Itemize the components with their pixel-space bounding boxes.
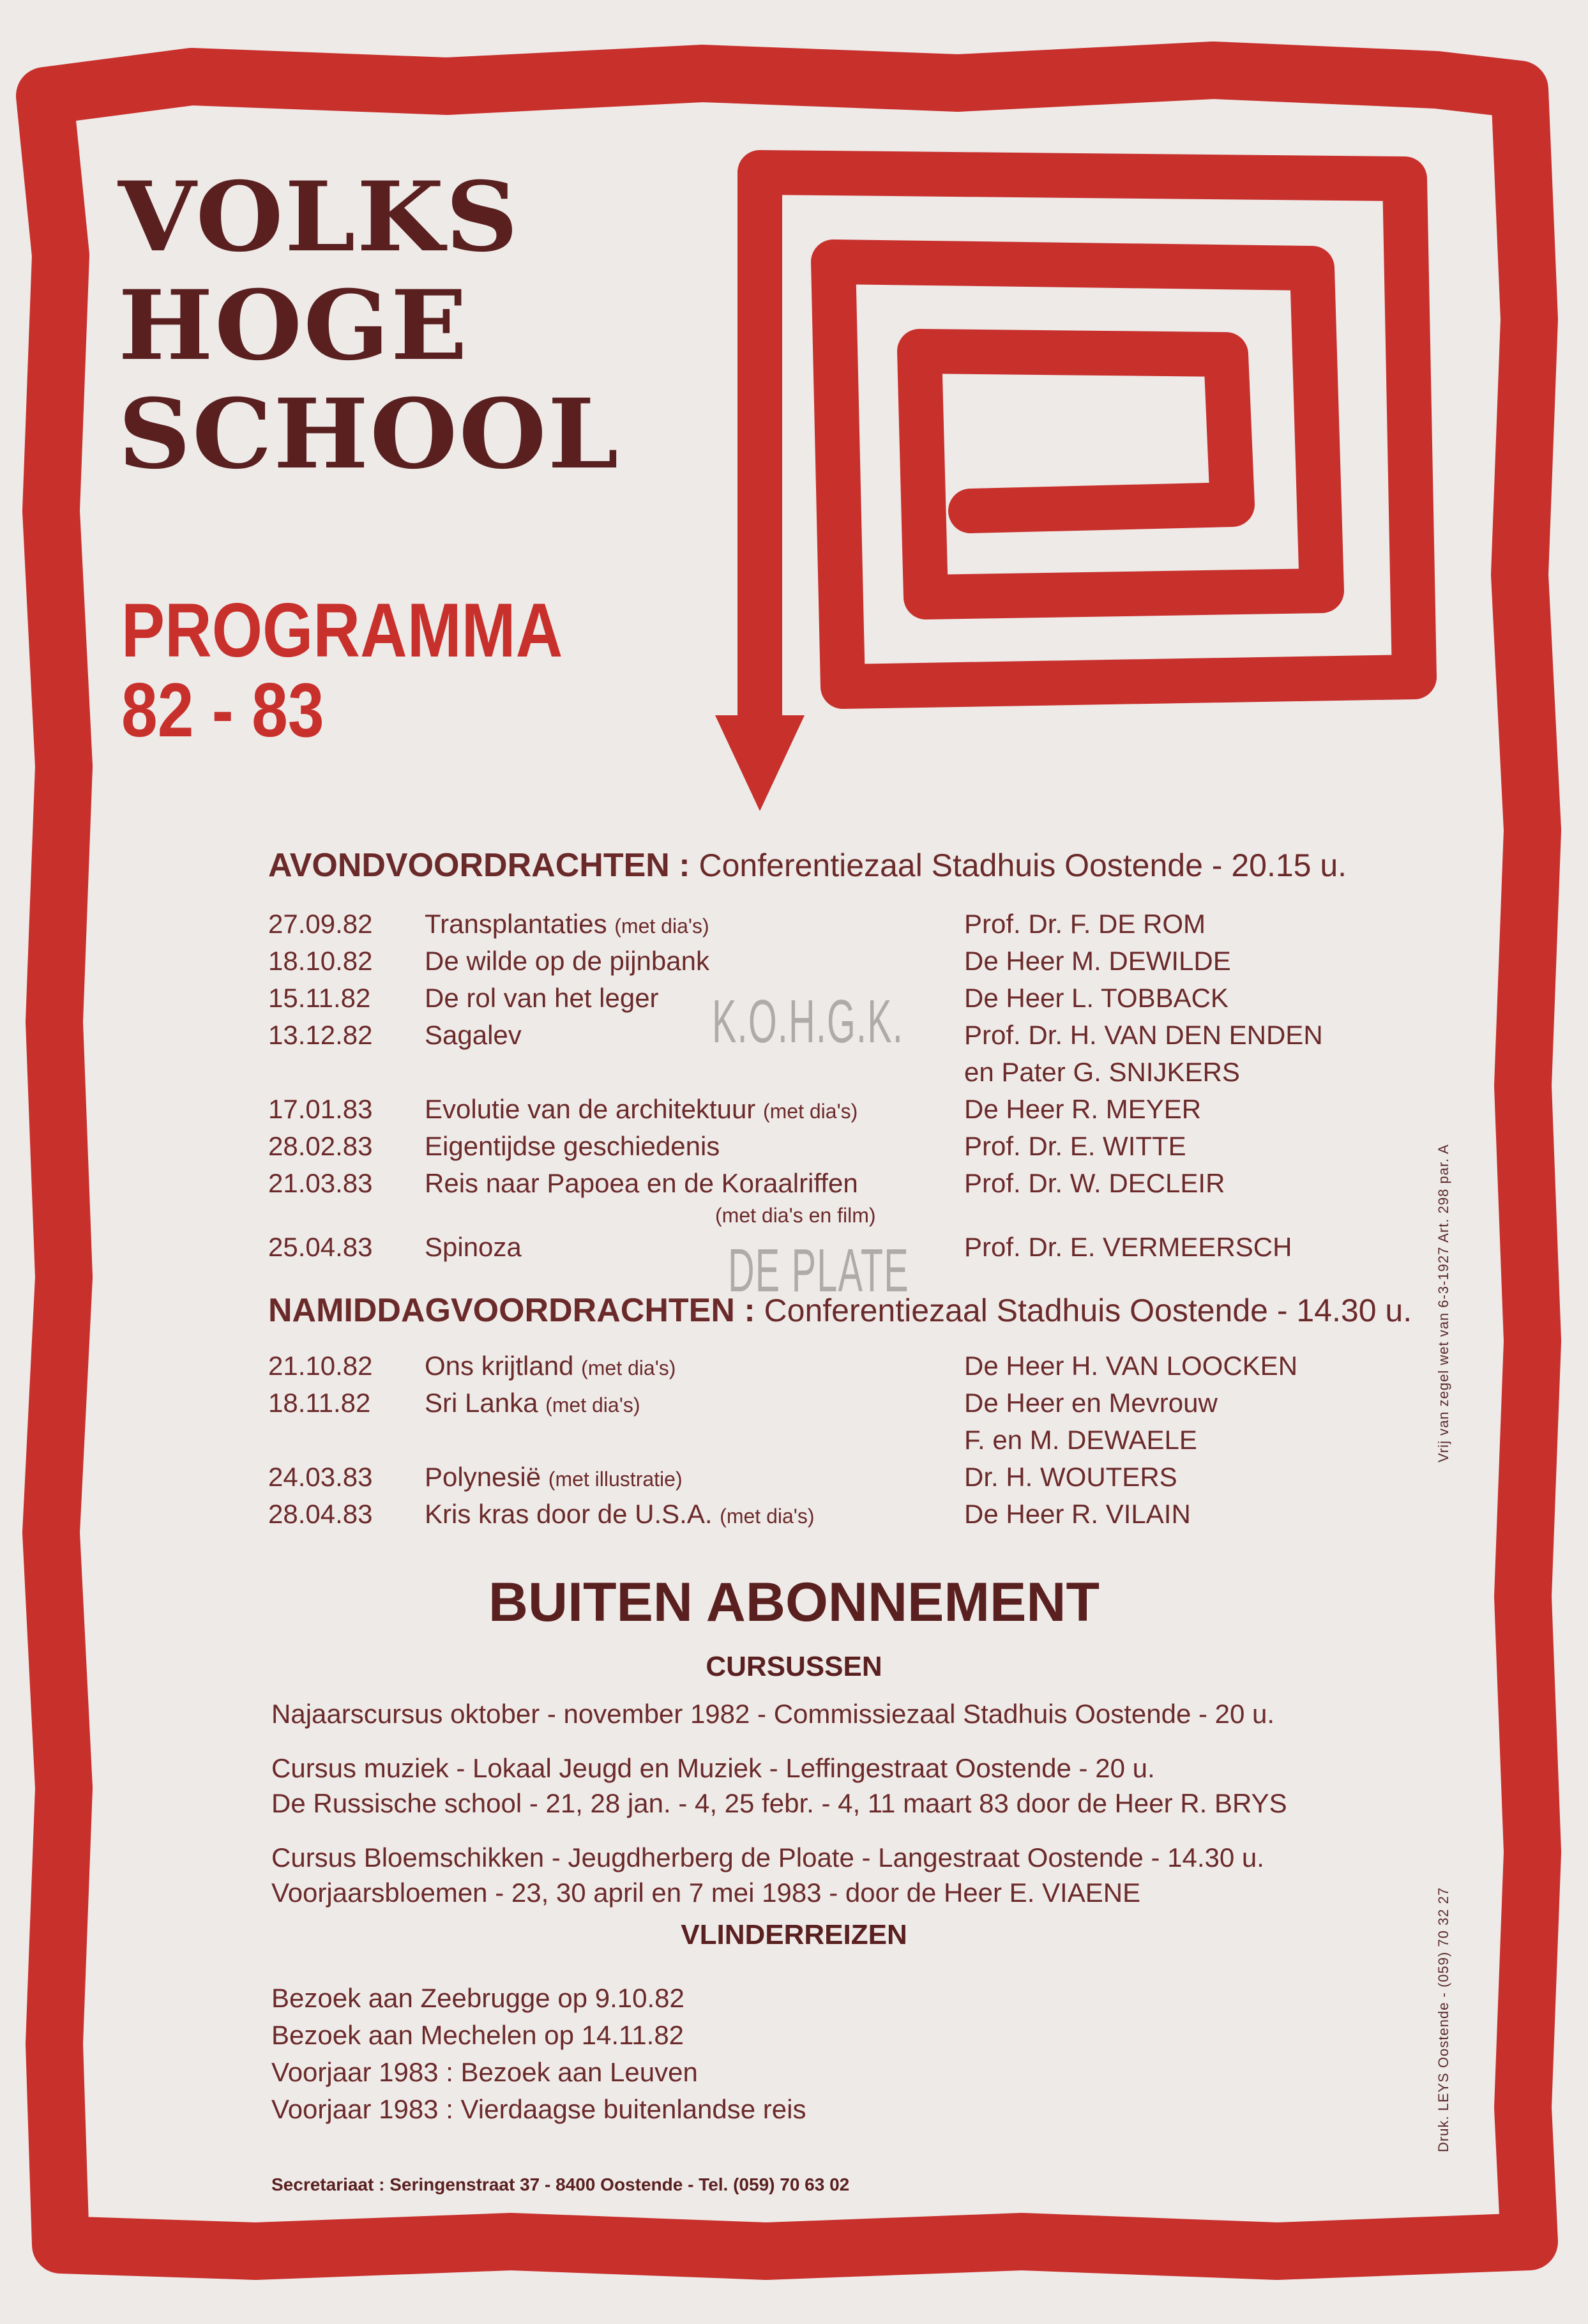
row-note: (met dia's en film) — [715, 1204, 876, 1227]
title-block — [118, 163, 620, 489]
programme-years: 82 - 83 — [121, 667, 324, 753]
table-row — [268, 1165, 1354, 1229]
row-date: 28.04.83 — [268, 1499, 373, 1529]
row-speaker: De Heer L. TOBBACK — [964, 983, 1229, 1013]
vlinder-heading: VLINDERREIZEN — [681, 1919, 907, 1950]
footer-text: Seringenstraat 37 - 8400 Oostende - Tel. (059) 70 63 02 — [389, 2175, 850, 2194]
row-date: 17.01.83 — [268, 1094, 373, 1124]
table-row — [268, 943, 1354, 980]
cursus-3a: Cursus Bloemschikken - Jeugdherberg de Ploate - Langestraat Oostende - 14.30 u. — [271, 1842, 1264, 1872]
avond-heading: AVONDVOORDRACHTEN : — [268, 847, 690, 884]
row-topic: Transplantaties (met dia's) — [425, 909, 709, 939]
list-item: Voorjaar 1983 : Bezoek aan Leuven — [271, 2057, 698, 2087]
row-speaker: Dr. H. WOUTERS — [964, 1462, 1177, 1492]
row-date: 28.02.83 — [268, 1131, 373, 1161]
namiddag-list — [268, 1348, 1354, 1533]
row-topic: Polynesië (met illustratie) — [425, 1462, 683, 1492]
row-speaker: De Heer R. MEYER — [964, 1094, 1202, 1124]
cursussen-heading: CURSUSSEN — [706, 1651, 882, 1682]
vlinder-list — [271, 1980, 806, 2128]
row-date: 27.09.82 — [268, 909, 373, 939]
row-speaker: Prof. Dr. W. DECLEIR — [964, 1168, 1225, 1198]
programme-label: PROGRAMMA — [121, 588, 563, 673]
row-date: 21.03.83 — [268, 1168, 373, 1198]
title-line-school: SCHOOL — [118, 378, 620, 490]
row-date: 24.03.83 — [268, 1462, 373, 1492]
row-speaker: Prof. Dr. H. VAN DEN ENDEN — [964, 1020, 1323, 1050]
row-speaker: Prof. Dr. E. VERMEERSCH — [964, 1232, 1292, 1262]
row-speaker: De Heer H. VAN LOOCKEN — [964, 1351, 1298, 1381]
cursus-2a: Cursus muziek - Lokaal Jeugd en Muziek - Leffingestraat Oostende - 20 u. — [271, 1753, 1155, 1783]
avond-venue: Conferentiezaal Stadhuis Oostende - 20.15 u. — [699, 847, 1347, 883]
row-topic: De rol van het leger — [425, 983, 659, 1013]
side-text-printer: Druk. LEYS Oostende - (059) 70 32 27 — [1435, 1887, 1451, 2152]
row-date: 13.12.82 — [268, 1020, 373, 1050]
programme-block — [121, 588, 563, 753]
side-text-tax: Vrij van zegel wet van 6-3-1927 Art. 298 par. A — [1435, 1144, 1451, 1462]
list-item: Bezoek aan Mechelen op 14.11.82 — [271, 2020, 684, 2050]
table-row — [268, 1348, 1354, 1385]
row-topic: Kris kras door de U.S.A. (met dia's) — [425, 1499, 815, 1529]
avond-list — [268, 906, 1354, 1266]
table-row — [268, 1128, 1354, 1165]
cursus-3b: Voorjaarsbloemen - 23, 30 april en 7 mei 1983 - door de Heer E. VIAENE — [271, 1878, 1141, 1908]
namiddag-heading: NAMIDDAGVOORDRACHTEN : — [268, 1292, 755, 1329]
row-topic: Eigentijdse geschiedenis — [425, 1131, 720, 1161]
row-topic: Ons krijtland (met dia's) — [425, 1351, 676, 1381]
title-line-hoge: HOGE — [118, 270, 469, 382]
row-topic: De wilde op de pijnbank — [425, 946, 709, 976]
table-row — [268, 1385, 1354, 1459]
row-speaker: Prof. Dr. E. WITTE — [964, 1131, 1186, 1161]
list-item: Bezoek aan Zeebrugge op 9.10.82 — [271, 1983, 684, 2013]
table-row — [268, 906, 1354, 943]
footer-label: Secretariaat : — [271, 2175, 385, 2194]
title-line-volks: VOLKS — [118, 161, 520, 273]
table-row — [268, 1091, 1354, 1128]
row-date: 18.11.82 — [268, 1388, 371, 1418]
row-speaker: Prof. Dr. F. DE ROM — [964, 909, 1206, 939]
watermark-line-1: K.O.H.G.K. — [712, 987, 904, 1056]
row-date: 18.10.82 — [268, 946, 373, 976]
footer-secretariaat — [271, 2175, 849, 2195]
spiral-graphic — [760, 172, 1414, 754]
watermark-line-2: DE PLATE — [728, 1236, 909, 1305]
arrow-head — [715, 715, 805, 811]
row-topic: Sri Lanka (met dia's) — [425, 1388, 640, 1418]
list-item: Voorjaar 1983 : Vierdaagse buitenlandse reis — [271, 2094, 806, 2124]
row-topic: Sagalev — [425, 1020, 522, 1050]
row-topic: Spinoza — [425, 1232, 522, 1262]
buiten-heading: BUITEN ABONNEMENT — [488, 1572, 1100, 1633]
row-speaker-2: en Pater G. SNIJKERS — [964, 1057, 1240, 1087]
cursus-2b: De Russische school - 21, 28 jan. - 4, 25 febr. - 4, 11 maart 83 door de Heer R. BRYS — [271, 1788, 1287, 1818]
row-date: 21.10.82 — [268, 1351, 373, 1381]
row-speaker: De Heer M. DEWILDE — [964, 946, 1231, 976]
cursus-1: Najaarscursus oktober - november 1982 - Commissiezaal Stadhuis Oostende - 20 u. — [271, 1699, 1275, 1729]
row-speaker: De Heer R. VILAIN — [964, 1499, 1191, 1529]
row-date: 15.11.82 — [268, 983, 371, 1013]
row-topic: Reis naar Papoea en de Koraalriffen — [425, 1168, 858, 1198]
row-speaker: De Heer en Mevrouw — [964, 1388, 1218, 1418]
row-date: 25.04.83 — [268, 1232, 373, 1262]
row-topic: Evolutie van de architektuur (met dia's) — [425, 1094, 858, 1124]
table-row — [268, 1496, 1354, 1533]
table-row — [268, 1459, 1354, 1496]
row-speaker-2: F. en M. DEWAELE — [964, 1425, 1197, 1455]
namiddag-venue: Conferentiezaal Stadhuis Oostende - 14.30 u. — [764, 1293, 1412, 1328]
avond-heading-row — [268, 846, 1347, 885]
